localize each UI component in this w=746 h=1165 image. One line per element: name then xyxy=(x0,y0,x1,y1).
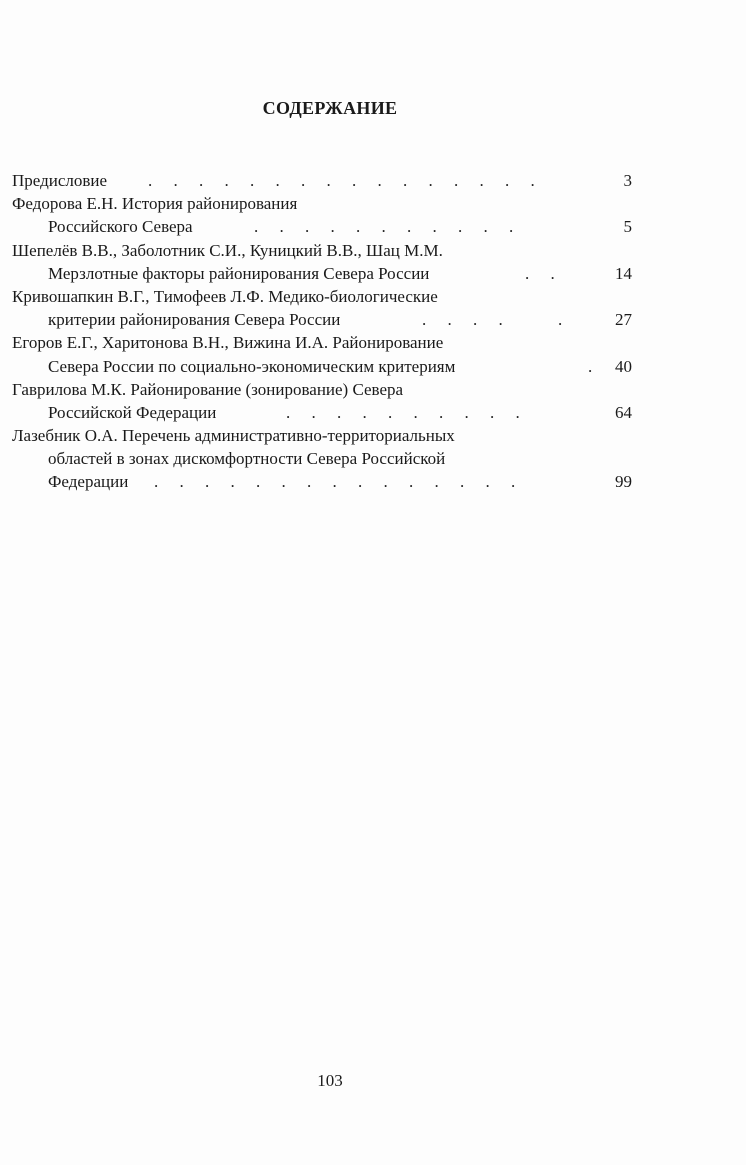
leader-dots: . . . . . . . . . . . xyxy=(254,217,514,237)
toc-entry-title-cont: Федерации xyxy=(48,472,129,492)
page-title: СОДЕРЖАНИЕ xyxy=(262,98,398,118)
toc-entry-title: Егоров Е.Г., Харитонова В.Н., Вижина И.А. Районирование xyxy=(12,333,444,353)
toc-page-number: 99 xyxy=(615,472,632,492)
toc-entry-title: Федорова Е.Н. История районирования xyxy=(12,194,298,214)
toc-entry-krivoshapkin[interactable] xyxy=(12,285,632,331)
table-of-contents xyxy=(12,169,632,494)
toc-entry-title-cont: критерии районирования Севера России xyxy=(48,310,341,330)
toc-entry-title-cont: Российской Федерации xyxy=(48,402,217,422)
toc-entry-shepelev[interactable] xyxy=(12,239,632,285)
toc-entry-egorov[interactable] xyxy=(12,331,632,377)
toc-entry-title: Лазебник О.А. Перечень административно-территориальных xyxy=(12,426,455,446)
leader-dots: . . . . . . . . . . . . . . . . xyxy=(148,171,535,190)
toc-entry-title-cont: областей в зонах дискомфортности Севера Российской xyxy=(48,449,446,469)
toc-page-number: 27 xyxy=(615,310,632,330)
toc-page-number: 5 xyxy=(623,217,632,237)
toc-entry-title: Шепелёв В.В., Заболотник С.И., Куницкий В.В., Шац М.М. xyxy=(12,240,443,260)
toc-entry-title: Кривошапкин В.Г., Тимофеев Л.Ф. Медико-биологические xyxy=(12,286,438,306)
toc-entry-fedorova[interactable] xyxy=(12,192,632,238)
toc-entry-gavrilova[interactable] xyxy=(12,378,632,424)
page-number: 103 xyxy=(317,1071,343,1090)
leader-dots: . . xyxy=(525,263,555,283)
toc-page-number: 64 xyxy=(615,402,632,422)
toc-entry-title: Предисловие xyxy=(12,171,108,190)
leader-dots: . xyxy=(588,356,593,376)
toc-entry-title-cont: Севера России по социально-экономическим критериям xyxy=(48,356,456,376)
toc-page-number: 3 xyxy=(623,171,632,190)
leader-dots: . . . . . . . . . . . . . . . xyxy=(154,472,516,492)
toc-page-number: 14 xyxy=(615,263,632,283)
toc-entry-title: Гаврилова М.К. Районирование (зонирование) Севера xyxy=(12,379,404,399)
toc-entry-title-cont: Мерзлотные факторы районирования Севера России xyxy=(48,263,430,283)
toc-entry-preface[interactable] xyxy=(12,169,632,192)
toc-page-number: 40 xyxy=(615,356,632,376)
toc-entry-title-cont: Российского Севера xyxy=(48,217,193,237)
toc-entry-lazebnik[interactable] xyxy=(12,424,632,494)
leader-dots: . . . . . xyxy=(422,310,563,330)
leader-dots: . . . . . . . . . . xyxy=(286,402,520,422)
